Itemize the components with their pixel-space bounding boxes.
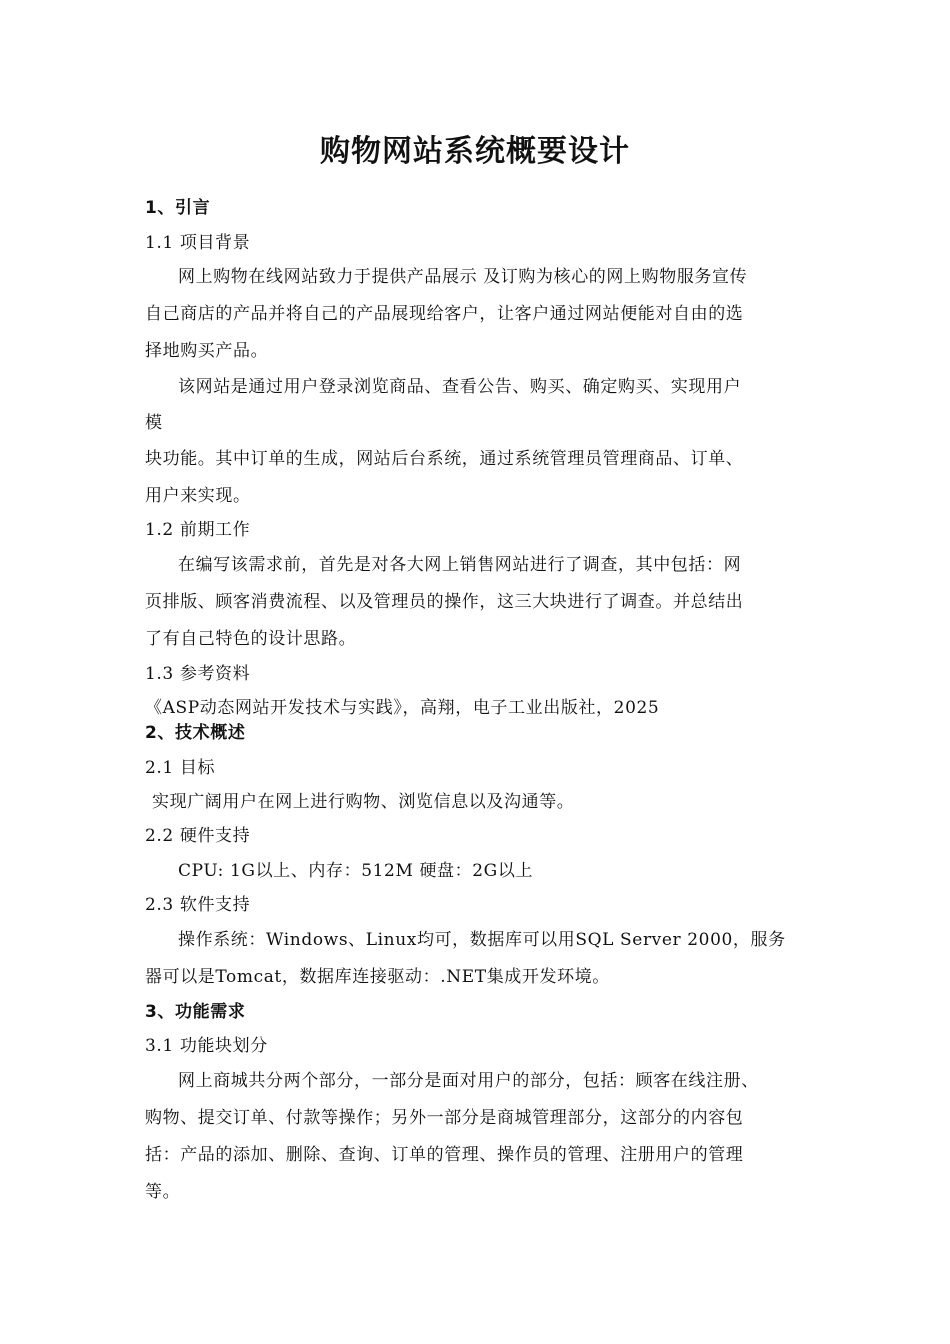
section-3-heading: 3、功能需求 — [145, 1002, 246, 1022]
section-2-heading: 2、技术概述 — [145, 723, 246, 743]
document-title: 购物网站系统概要设计 — [320, 134, 630, 169]
section-1-3-heading: 1.3 参考资料 — [145, 664, 251, 684]
paragraph-line: 在编写该需求前，首先是对各大网上销售网站进行了调查，其中包括：网 — [178, 555, 742, 575]
section-2-2-heading: 2.2 硬件支持 — [145, 826, 251, 846]
paragraph-line: 了有自己特色的设计思路。 — [145, 629, 357, 649]
section-2-1-heading: 2.1 目标 — [145, 758, 216, 778]
paragraph-line: 实现广阔用户在网上进行购物、浏览信息以及沟通等。 — [152, 792, 575, 812]
section-1-2-heading: 1.2 前期工作 — [145, 520, 251, 540]
paragraph-line: 网上商城共分两个部分，一部分是面对用户的部分，包括：顾客在线注册、 — [178, 1071, 759, 1091]
paragraph-line: 括：产品的添加、删除、查询、订单的管理、操作员的管理、注册用户的管理 — [145, 1145, 744, 1165]
section-2-3-heading: 2.3 软件支持 — [145, 895, 251, 915]
section-3-1-heading: 3.1 功能块划分 — [145, 1036, 268, 1056]
paragraph-line: 页排版、顾客消费流程、以及管理员的操作，这三大块进行了调查。并总结出 — [145, 592, 744, 612]
paragraph-line: 该网站是通过用户登录浏览商品、查看公告、购买、确定购买、实现用户 — [178, 377, 742, 397]
paragraph-line: 模 — [145, 413, 163, 433]
paragraph-line: 自己商店的产品并将自己的产品展现给客户，让客户通过网站便能对自由的选 — [145, 304, 744, 324]
paragraph-line: 等。 — [145, 1182, 181, 1202]
section-1-1-heading: 1.1 项目背景 — [145, 233, 251, 253]
paragraph-line: 器可以是Tomcat，数据库连接驱动：.NET集成开发环境。 — [145, 967, 610, 987]
paragraph-line: 网上购物在线网站致力于提供产品展示 及订购为核心的网上购物服务宣传 — [178, 267, 748, 287]
paragraph-line: 择地购买产品。 — [145, 341, 269, 361]
paragraph-line: 操作系统：Windows、Linux均可，数据库可以用SQL Server 2000，服务 — [178, 930, 786, 950]
paragraph-line: 用户来实现。 — [145, 486, 251, 506]
paragraph-line: 块功能。其中订单的生成，网站后台系统，通过系统管理员管理商品、订单、 — [145, 449, 744, 469]
paragraph-line: CPU: 1G以上、内存：512M 硬盘：2G以上 — [178, 861, 534, 881]
section-1-heading: 1、引言 — [145, 198, 211, 218]
paragraph-line: 购物、提交订单、付款等操作；另外一部分是商城管理部分，这部分的内容包 — [145, 1108, 744, 1128]
reference-entry: 《ASP动态网站开发技术与实践》，高翔，电子工业出版社，2025 — [145, 698, 660, 718]
